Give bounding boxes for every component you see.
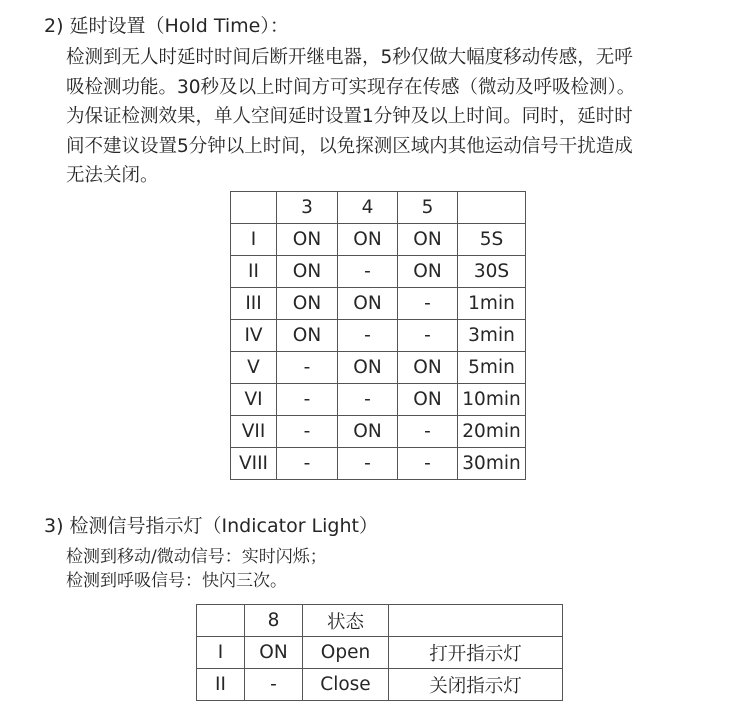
section-2-heading: 2) 延时设置（Hold Time）： — [44, 15, 289, 37]
table-cell: - — [338, 448, 398, 480]
table-row — [231, 448, 526, 480]
table-cell: ON — [338, 352, 398, 384]
table-cell: - — [338, 384, 398, 416]
table-cell: ON — [398, 384, 458, 416]
header-cell: 3 — [277, 192, 338, 224]
table-cell: IV — [231, 320, 277, 352]
table-cell: VIII — [231, 448, 277, 480]
header-cell: 状态 — [303, 605, 389, 637]
table-row — [231, 352, 526, 384]
header-cell — [197, 605, 245, 637]
table-cell: ON — [338, 224, 398, 256]
table-cell: ON — [277, 320, 338, 352]
table-row — [231, 256, 526, 288]
table-cell: - — [398, 288, 458, 320]
hold-time-description — [66, 43, 716, 191]
table-cell: - — [245, 669, 303, 701]
table-row — [197, 669, 563, 701]
table-cell: 5S — [458, 224, 526, 256]
table-cell: - — [338, 320, 398, 352]
table-cell: 5min — [458, 352, 526, 384]
table-cell: I — [197, 637, 245, 669]
table-row — [231, 416, 526, 448]
table-cell: 20min — [458, 416, 526, 448]
description-line: 为保证检测效果，单人空间延时设置1分钟及以上时间。同时，延时时 — [66, 106, 633, 127]
table-cell: ON — [338, 416, 398, 448]
table-cell: - — [277, 384, 338, 416]
indicator-line: 检测到移动/微动信号：实时闪烁； — [66, 547, 327, 567]
table-cell: ON — [277, 256, 338, 288]
table-row — [231, 384, 526, 416]
description-line: 检测到无人时延时时间后断开继电器，5秒仅做大幅度移动传感，无呼 — [66, 47, 633, 68]
table-cell: 打开指示灯 — [389, 637, 563, 669]
table-cell: - — [277, 448, 338, 480]
table-cell: Open — [303, 637, 389, 669]
table-cell: - — [277, 416, 338, 448]
description-line: 间不建议设置5分钟以上时间，以免探测区域内其他运动信号干扰造成 — [66, 135, 633, 157]
table-cell: ON — [338, 288, 398, 320]
table-header-row — [231, 192, 526, 224]
table-cell: ON — [277, 224, 338, 256]
table-cell: - — [277, 352, 338, 384]
header-cell — [231, 192, 277, 224]
indicator-table — [196, 604, 563, 701]
table-row — [231, 224, 526, 256]
table-cell: - — [398, 320, 458, 352]
table-cell: 1min — [458, 288, 526, 320]
table-cell: VI — [231, 384, 277, 416]
table-cell: 30min — [458, 448, 526, 480]
header-cell: 5 — [398, 192, 458, 224]
table-cell: 10min — [458, 384, 526, 416]
table-cell: Close — [303, 669, 389, 701]
table-row — [197, 637, 563, 669]
section-3-heading: 3) 检测信号指示灯（Indicator Light） — [44, 515, 378, 537]
indicator-line: 检测到呼吸信号：快闪三次。 — [66, 571, 287, 591]
description-line: 无法关闭。 — [66, 165, 159, 186]
table-cell: II — [197, 669, 245, 701]
table-header-row — [197, 605, 563, 637]
table-row — [231, 320, 526, 352]
table-cell: 关闭指示灯 — [389, 669, 563, 701]
table-cell: - — [338, 256, 398, 288]
indicator-description — [66, 545, 327, 593]
table-row — [231, 288, 526, 320]
table-cell: 30S — [458, 256, 526, 288]
table-cell: III — [231, 288, 277, 320]
table-cell: - — [398, 416, 458, 448]
table-cell: I — [231, 224, 277, 256]
header-cell — [458, 192, 526, 224]
table-cell: ON — [398, 256, 458, 288]
header-cell: 4 — [338, 192, 398, 224]
table-cell: 3min — [458, 320, 526, 352]
header-cell: 8 — [245, 605, 303, 637]
table-cell: ON — [398, 224, 458, 256]
table-cell: II — [231, 256, 277, 288]
header-cell — [389, 605, 563, 637]
table-cell: ON — [245, 637, 303, 669]
table-cell: V — [231, 352, 277, 384]
description-line: 吸检测功能。30秒及以上时间方可实现存在传感（微动及呼吸检测）。 — [66, 76, 636, 98]
table-cell: ON — [277, 288, 338, 320]
table-cell: ON — [398, 352, 458, 384]
table-cell: - — [398, 448, 458, 480]
table-cell: VII — [231, 416, 277, 448]
hold-time-table — [230, 191, 526, 480]
